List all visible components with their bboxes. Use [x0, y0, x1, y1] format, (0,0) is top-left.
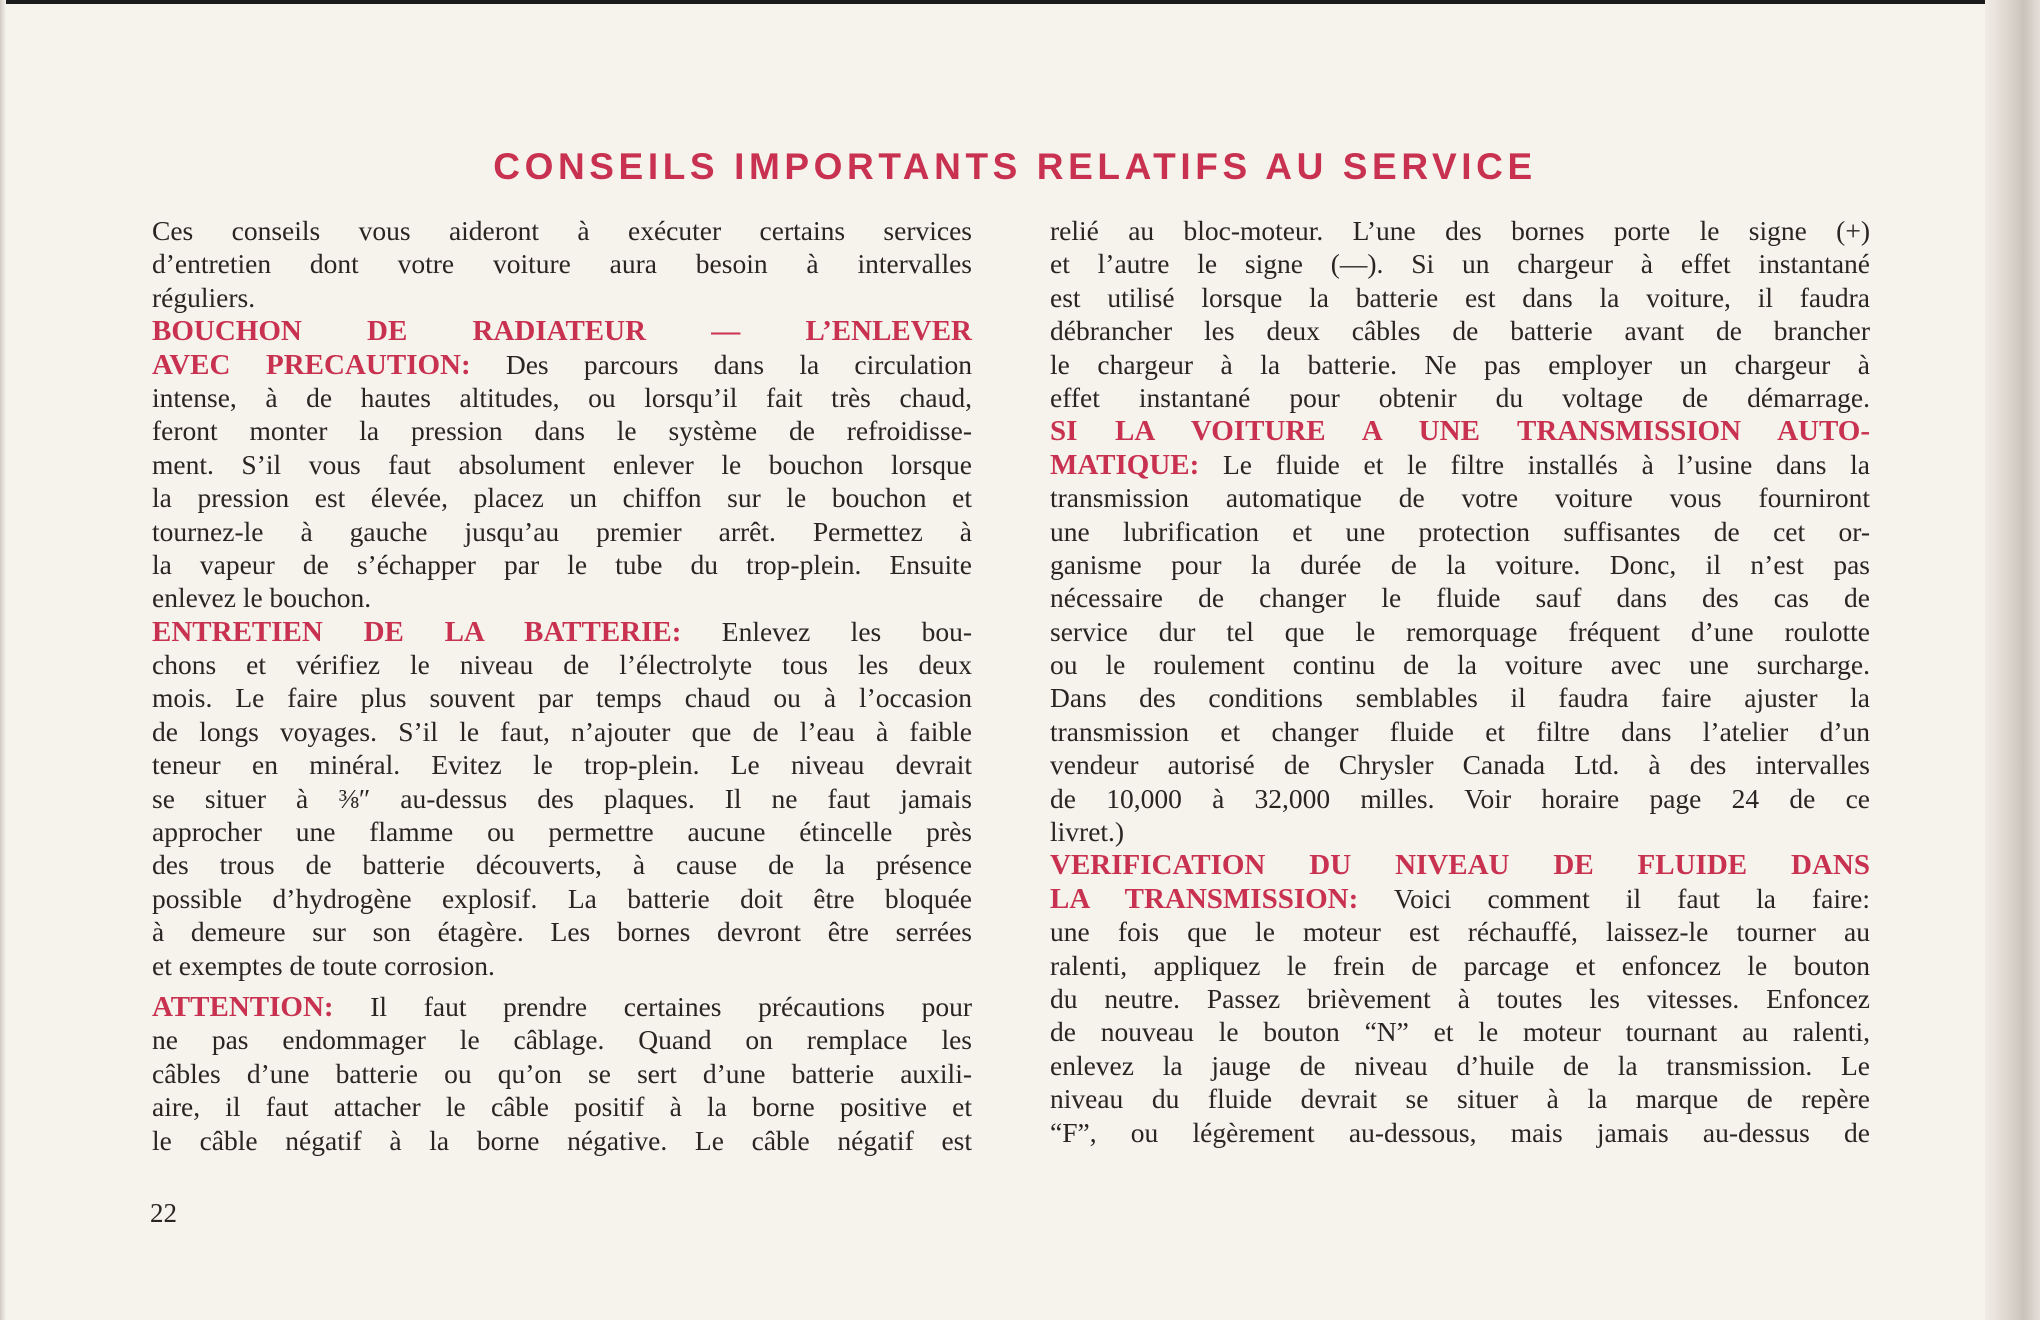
- body-text: tournez-le à gauche jusqu’au premier arrêt. Permettez à: [152, 515, 972, 547]
- text-line: [152, 990, 972, 1023]
- body-text: une lubrification et une protection suffisantes de cet or-: [1050, 515, 1870, 547]
- body-text: de nouveau le bouton “N” et le moteur tournant au ralenti,: [1050, 1016, 1870, 1048]
- body-text: enlevez le bouchon.: [152, 582, 372, 614]
- text-line: [1050, 1082, 1870, 1115]
- text-line: [152, 214, 972, 247]
- section-heading: SI LA VOITURE A UNE TRANSMISSION AUTO-: [1050, 415, 1870, 448]
- text-line: [152, 648, 972, 681]
- text-line: [1050, 1116, 1870, 1149]
- text-line: [1050, 1015, 1870, 1048]
- text-line: [1050, 448, 1870, 481]
- text-line: [152, 481, 972, 514]
- body-text: enlevez la jauge de niveau d’huile de la transmission. Le: [1050, 1049, 1870, 1081]
- text-line: [1050, 314, 1870, 347]
- section-heading: AVEC PRECAUTION:: [152, 348, 471, 381]
- body-text: approcher une flamme ou permettre aucune étincelle près: [152, 816, 972, 848]
- body-text: câbles d’une batterie ou qu’on se sert d’une batterie auxili-: [152, 1057, 972, 1089]
- text-line: [152, 882, 972, 915]
- text-line: [152, 748, 972, 781]
- text-line: [152, 848, 972, 881]
- text-line: [1050, 581, 1870, 614]
- body-text: relié au bloc-moteur. L’une des bornes porte le signe (+): [1050, 215, 1870, 246]
- body-text: réguliers.: [152, 281, 256, 313]
- text-line: [1050, 915, 1870, 948]
- body-text: niveau du fluide devrait se situer à la marque de repère: [1050, 1083, 1870, 1115]
- body-text: transmission automatique de votre voiture vous fourniront: [1050, 482, 1870, 514]
- body-text: Il faut prendre certaines précautions pour: [333, 990, 972, 1022]
- page-left-edge: [0, 0, 6, 1320]
- body-text: possible d’hydrogène explosif. La batterie doit être bloquée: [152, 882, 972, 914]
- text-line: [1050, 949, 1870, 982]
- section-heading: MATIQUE:: [1050, 448, 1200, 481]
- body-text: intense, à de hautes altitudes, ou lorsqu’il fait très chaud,: [152, 381, 972, 413]
- book-gutter: [1985, 0, 2040, 1320]
- text-line: [1050, 782, 1870, 815]
- text-line: [1050, 414, 1870, 447]
- text-line: [152, 681, 972, 714]
- scan-top-edge: [0, 0, 2040, 4]
- body-text: Dans des conditions semblables il faudra faire ajuster la: [1050, 682, 1870, 714]
- text-line: [1050, 281, 1870, 314]
- body-text: la vapeur de s’échapper par le tube du trop-plein. Ensuite: [152, 548, 972, 580]
- text-line: [152, 1057, 972, 1090]
- page-title: CONSEILS IMPORTANTS RELATIFS AU SERVICE: [493, 146, 1537, 187]
- body-text: nécessaire de changer le fluide sauf dans des cas de: [1050, 582, 1870, 614]
- body-text: aire, il faut attacher le câble positif à la borne positive et: [152, 1091, 972, 1123]
- section-heading: VERIFICATION DU NIVEAU DE FLUIDE DANS: [1050, 849, 1870, 882]
- text-line: [1050, 848, 1870, 881]
- text-line: [1050, 381, 1870, 414]
- text-line: [1050, 615, 1870, 648]
- body-text: Des parcours dans la circulation: [470, 348, 972, 380]
- section-heading: ATTENTION:: [152, 990, 334, 1023]
- body-text: d’entretien dont votre voiture aura besoin à intervalles: [152, 248, 972, 280]
- body-text: et exemptes de toute corrosion.: [152, 949, 495, 981]
- text-line: [152, 314, 972, 347]
- page-number: 22: [150, 1198, 177, 1228]
- text-line: [1050, 681, 1870, 714]
- body-text: des trous de batterie découverts, à cause de la présence: [152, 849, 972, 881]
- text-line: [152, 1023, 972, 1056]
- body-text: une fois que le moteur est réchauffé, laissez-le tourner au: [1050, 916, 1870, 948]
- text-line: [152, 281, 972, 314]
- text-line: [1050, 882, 1870, 915]
- text-line: [1050, 481, 1870, 514]
- text-line: [152, 381, 972, 414]
- text-line: [152, 348, 972, 381]
- body-text: le chargeur à la batterie. Ne pas employer un chargeur à: [1050, 348, 1870, 380]
- text-line: [1050, 1049, 1870, 1082]
- text-line: [152, 1090, 972, 1123]
- body-text: du neutre. Passez brièvement à toutes les vitesses. Enfoncez: [1050, 982, 1870, 1014]
- body-text: transmission et changer fluide et filtre dans l’atelier d’un: [1050, 715, 1870, 747]
- text-line: [152, 515, 972, 548]
- text-line: [1050, 548, 1870, 581]
- body-text: de longs voyages. S’il le faut, n’ajouter que de l’eau à faible: [152, 715, 972, 747]
- right-column: [1050, 214, 1870, 1149]
- body-text: se situer à ⅜″ au-dessus des plaques. Il ne faut jamais: [152, 782, 972, 814]
- body-text: de 10,000 à 32,000 milles. Voir horaire page 24 de ce: [1050, 782, 1870, 814]
- body-text: livret.): [1050, 816, 1125, 848]
- text-line: [1050, 648, 1870, 681]
- text-line: [152, 414, 972, 447]
- body-text: chons et vérifiez le niveau de l’électrolyte tous les deux: [152, 649, 972, 681]
- body-text: la pression est élevée, placez un chiffon sur le bouchon et: [152, 482, 972, 514]
- left-column: [152, 214, 972, 1157]
- section-heading: LA TRANSMISSION:: [1050, 882, 1359, 915]
- body-text: débrancher les deux câbles de batterie avant de brancher: [1050, 315, 1870, 347]
- body-text: est utilisé lorsque la batterie est dans la voiture, il faudra: [1050, 281, 1870, 313]
- body-text: ne pas endommager le câblage. Quand on remplace les: [152, 1024, 972, 1056]
- body-text: teneur en minéral. Evitez le trop-plein. Le niveau devrait: [152, 749, 972, 781]
- text-line: [152, 949, 972, 982]
- body-text: service dur tel que le remorquage fréquent d’une roulotte: [1050, 615, 1870, 647]
- body-text: ment. S’il vous faut absolument enlever le bouchon lorsque: [152, 448, 972, 480]
- body-text: et l’autre le signe (—). Si un chargeur à effet instantané: [1050, 248, 1870, 280]
- text-line: [152, 448, 972, 481]
- body-text: Voici comment il faut la faire:: [1358, 882, 1870, 914]
- text-line: [152, 615, 972, 648]
- text-line: [152, 548, 972, 581]
- body-text: ralenti, appliquez le frein de parcage et enfoncez le bouton: [1050, 949, 1870, 981]
- text-line: [1050, 982, 1870, 1015]
- text-line: [1050, 748, 1870, 781]
- body-text: à demeure sur son étagère. Les bornes devront être serrées: [152, 916, 972, 948]
- body-text: le câble négatif à la borne négative. Le câble négatif est: [152, 1124, 972, 1156]
- text-line: [152, 915, 972, 948]
- text-line: [1050, 815, 1870, 848]
- text-line: [152, 1124, 972, 1157]
- text-line: [1050, 214, 1870, 247]
- body-text: Le fluide et le filtre installés à l’usine dans la: [1199, 448, 1870, 480]
- body-text: Enlevez les bou-: [681, 615, 972, 647]
- body-text: vendeur autorisé de Chrysler Canada Ltd. à des intervalles: [1050, 749, 1870, 781]
- text-line: [1050, 348, 1870, 381]
- body-text: feront monter la pression dans le système de refroidisse-: [152, 415, 972, 447]
- section-heading: BOUCHON DE RADIATEUR — L’ENLEVER: [152, 315, 972, 348]
- text-line: [152, 815, 972, 848]
- text-line: [152, 782, 972, 815]
- body-text: ou le roulement continu de la voiture avec une surcharge.: [1050, 649, 1870, 681]
- body-text: ganisme pour la durée de la voiture. Donc, il n’est pas: [1050, 548, 1870, 580]
- section-heading: ENTRETIEN DE LA BATTERIE:: [152, 615, 682, 648]
- text-line: [152, 247, 972, 280]
- body-text: effet instantané pour obtenir du voltage de démarrage.: [1050, 381, 1870, 413]
- body-text: mois. Le faire plus souvent par temps chaud ou à l’occasion: [152, 682, 972, 714]
- text-line: [1050, 515, 1870, 548]
- text-line: [152, 581, 972, 614]
- text-line: [152, 715, 972, 748]
- body-text: Ces conseils vous aideront à exécuter certains services: [152, 215, 972, 246]
- text-line: [1050, 247, 1870, 280]
- text-line: [1050, 715, 1870, 748]
- body-text: “F”, ou légèrement au-dessous, mais jamais au-dessus de: [1050, 1116, 1870, 1148]
